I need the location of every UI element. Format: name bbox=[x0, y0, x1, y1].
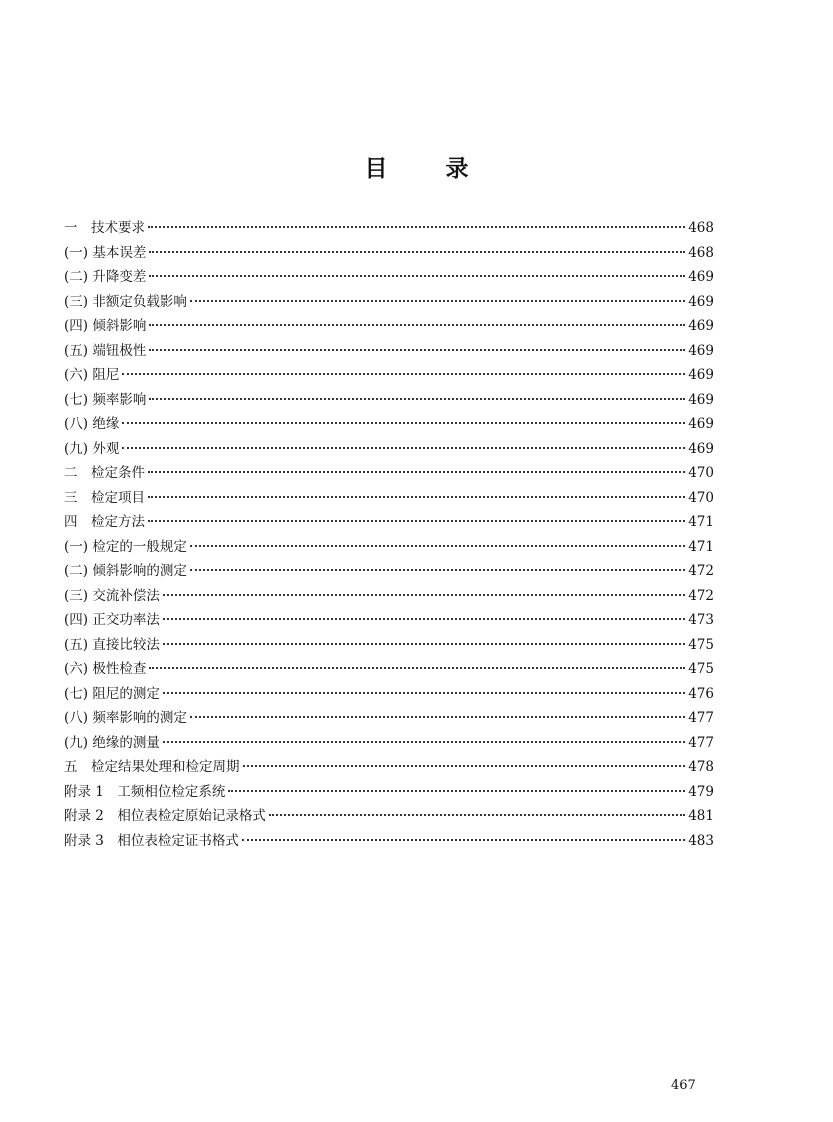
toc-leader-dots bbox=[148, 226, 685, 228]
toc-leader-dots bbox=[190, 569, 685, 571]
toc-entry[interactable] bbox=[64, 633, 714, 658]
toc-entry-page: 473 bbox=[688, 612, 714, 628]
toc-entry-page: 475 bbox=[688, 636, 714, 653]
toc-entry-page: 468 bbox=[688, 244, 714, 261]
toc-entry[interactable] bbox=[64, 412, 714, 437]
toc-entry[interactable] bbox=[64, 559, 714, 584]
toc-entry-label: (五) 端钮极性 bbox=[64, 342, 147, 359]
toc-leader-dots bbox=[149, 275, 685, 277]
toc-entry-label: 一 技术要求 bbox=[64, 220, 145, 236]
toc-entry-page: 469 bbox=[688, 293, 714, 310]
table-of-contents bbox=[64, 216, 714, 853]
toc-entry-label: (三) 非额定负载影响 bbox=[64, 293, 187, 310]
toc-leader-dots bbox=[228, 790, 685, 792]
toc-entry[interactable] bbox=[64, 241, 714, 266]
toc-leader-dots bbox=[242, 839, 685, 841]
toc-entry-page: 472 bbox=[688, 587, 714, 604]
toc-entry-page: 471 bbox=[688, 514, 714, 530]
page-number: 467 bbox=[671, 1078, 696, 1093]
toc-entry-page: 468 bbox=[688, 220, 714, 236]
toc-leader-dots bbox=[163, 643, 685, 645]
toc-entry-page: 469 bbox=[688, 318, 714, 334]
toc-entry-page: 469 bbox=[688, 269, 714, 285]
toc-entry[interactable] bbox=[64, 706, 714, 731]
toc-leader-dots bbox=[149, 398, 685, 400]
toc-entry[interactable] bbox=[64, 780, 714, 805]
title-char-2: 录 bbox=[445, 156, 469, 182]
toc-entry-label: (二) 倾斜影响的测定 bbox=[64, 563, 187, 579]
toc-leader-dots bbox=[163, 594, 685, 596]
toc-entry[interactable] bbox=[64, 829, 714, 854]
toc-entry[interactable] bbox=[64, 363, 714, 388]
toc-leader-dots bbox=[163, 618, 685, 620]
toc-entry[interactable] bbox=[64, 608, 714, 633]
toc-entry[interactable] bbox=[64, 486, 714, 511]
toc-leader-dots bbox=[149, 667, 685, 669]
toc-entry-label: (八) 绝缘 bbox=[64, 416, 120, 432]
toc-entry-label: 附录 1 工频相位检定系统 bbox=[64, 783, 226, 800]
toc-entry-page: 469 bbox=[688, 440, 714, 457]
toc-entry-label: 二 检定条件 bbox=[64, 465, 145, 481]
toc-entry[interactable] bbox=[64, 755, 714, 780]
toc-entry-page: 469 bbox=[688, 367, 714, 383]
toc-entry[interactable] bbox=[64, 804, 714, 829]
toc-entry-page: 475 bbox=[688, 661, 714, 677]
toc-entry-label: (九) 外观 bbox=[64, 440, 120, 457]
toc-entry-label: (六) 阻尼 bbox=[64, 367, 120, 383]
toc-entry-label: 附录 3 相位表检定证书格式 bbox=[64, 832, 239, 849]
toc-leader-dots bbox=[163, 741, 685, 743]
toc-entry[interactable] bbox=[64, 731, 714, 756]
toc-entry-label: (六) 极性检查 bbox=[64, 661, 147, 677]
toc-entry[interactable] bbox=[64, 584, 714, 609]
toc-leader-dots bbox=[149, 324, 685, 326]
toc-entry-label: (七) 频率影响 bbox=[64, 391, 147, 408]
toc-entry-page: 469 bbox=[688, 342, 714, 359]
toc-leader-dots bbox=[269, 814, 685, 816]
toc-entry-page: 471 bbox=[688, 538, 714, 555]
toc-entry-label: 附录 2 相位表检定原始记录格式 bbox=[64, 808, 266, 824]
toc-entry[interactable] bbox=[64, 682, 714, 707]
toc-entry-label: (八) 频率影响的测定 bbox=[64, 710, 187, 726]
toc-entry-page: 477 bbox=[688, 734, 714, 751]
toc-entry[interactable] bbox=[64, 657, 714, 682]
toc-entry-label: (一) 基本误差 bbox=[64, 244, 147, 261]
toc-entry-page: 470 bbox=[688, 489, 714, 506]
toc-entry[interactable] bbox=[64, 510, 714, 535]
toc-entry-label: (九) 绝缘的测量 bbox=[64, 734, 160, 751]
toc-entry-label: 三 检定项目 bbox=[64, 489, 145, 506]
toc-entry-page: 483 bbox=[688, 832, 714, 849]
toc-entry-page: 477 bbox=[688, 710, 714, 726]
toc-leader-dots bbox=[163, 692, 685, 694]
toc-leader-dots bbox=[122, 373, 685, 375]
toc-leader-dots bbox=[243, 765, 686, 767]
toc-entry[interactable] bbox=[64, 535, 714, 560]
toc-entry-label: 五 检定结果处理和检定周期 bbox=[64, 759, 240, 775]
toc-entry-page: 472 bbox=[688, 563, 714, 579]
toc-leader-dots bbox=[149, 251, 685, 253]
toc-entry[interactable] bbox=[64, 437, 714, 462]
toc-leader-dots bbox=[148, 496, 685, 498]
toc-leader-dots bbox=[148, 520, 685, 522]
toc-entry-label: (二) 升降变差 bbox=[64, 269, 147, 285]
toc-entry[interactable] bbox=[64, 265, 714, 290]
toc-entry[interactable] bbox=[64, 314, 714, 339]
toc-entry-label: (四) 倾斜影响 bbox=[64, 318, 147, 334]
toc-entry[interactable] bbox=[64, 461, 714, 486]
toc-entry-page: 476 bbox=[688, 685, 714, 702]
toc-leader-dots bbox=[190, 545, 685, 547]
toc-entry-label: 四 检定方法 bbox=[64, 514, 145, 530]
toc-entry-page: 469 bbox=[688, 416, 714, 432]
toc-leader-dots bbox=[190, 716, 685, 718]
toc-entry-label: (一) 检定的一般规定 bbox=[64, 538, 187, 555]
toc-entry-label: (七) 阻尼的测定 bbox=[64, 685, 160, 702]
title-char-1: 目 bbox=[364, 156, 388, 182]
toc-leader-dots bbox=[148, 471, 685, 473]
toc-entry-page: 469 bbox=[688, 391, 714, 408]
toc-entry-page: 470 bbox=[688, 465, 714, 481]
toc-entry[interactable] bbox=[64, 216, 714, 241]
page-title bbox=[0, 150, 833, 183]
toc-entry[interactable] bbox=[64, 290, 714, 315]
toc-entry[interactable] bbox=[64, 339, 714, 364]
toc-entry[interactable] bbox=[64, 388, 714, 413]
toc-leader-dots bbox=[190, 300, 685, 302]
toc-entry-page: 479 bbox=[688, 783, 714, 800]
toc-leader-dots bbox=[149, 349, 685, 351]
toc-leader-dots bbox=[122, 422, 685, 424]
toc-leader-dots bbox=[122, 447, 685, 449]
toc-entry-label: (三) 交流补偿法 bbox=[64, 587, 160, 604]
toc-entry-label: (五) 直接比较法 bbox=[64, 636, 160, 653]
toc-entry-page: 481 bbox=[688, 808, 714, 824]
toc-entry-label: (四) 正交功率法 bbox=[64, 612, 160, 628]
toc-entry-page: 478 bbox=[688, 759, 714, 775]
